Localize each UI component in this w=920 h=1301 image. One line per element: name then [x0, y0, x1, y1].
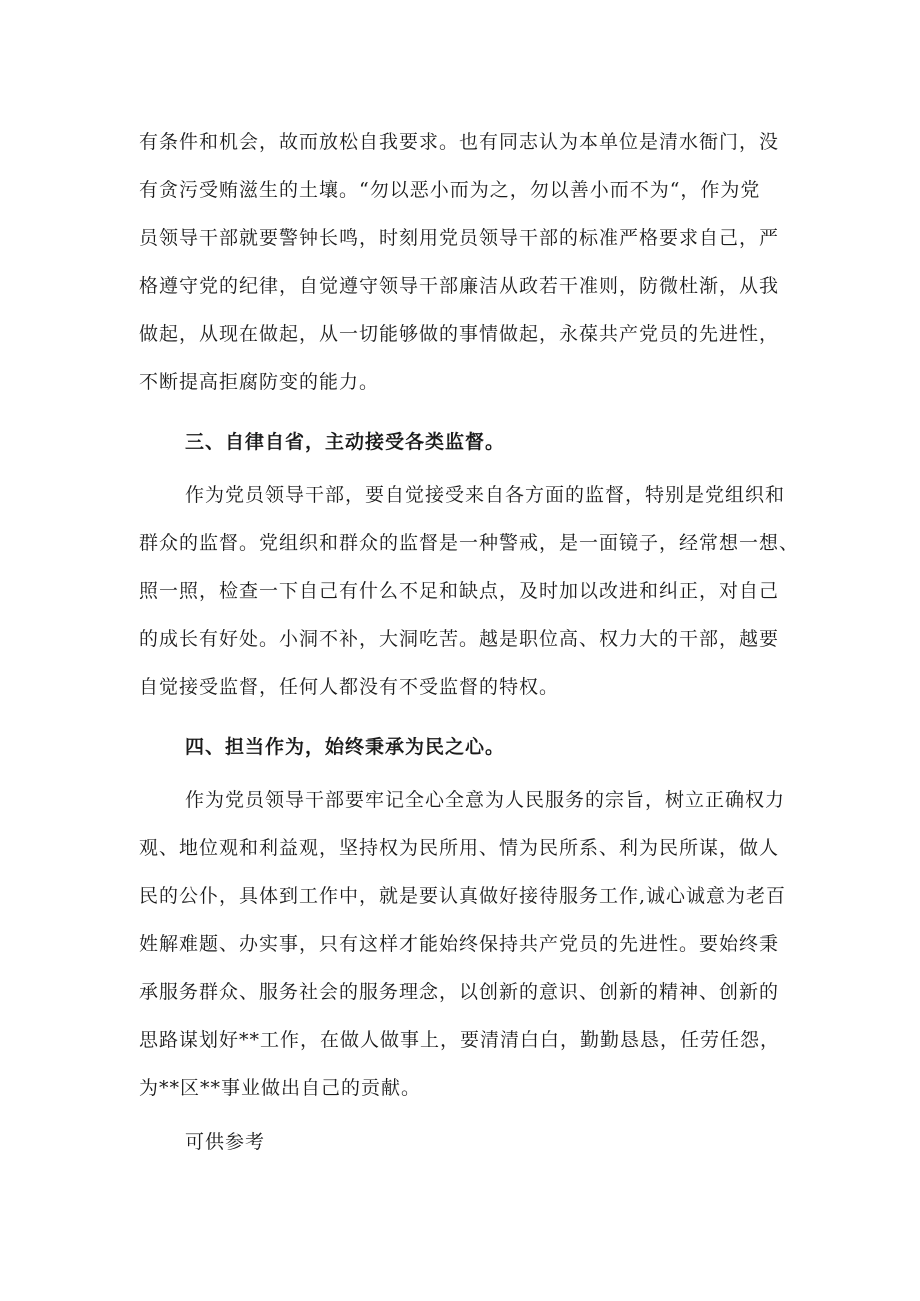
paragraph-line: 的成长有好处。小洞不补，大洞吃苦。越是职位高、权力大的干部，越要: [139, 628, 780, 650]
section-heading-3: 三、自律自省，主动接受各类监督。: [185, 431, 506, 453]
paragraph-line: 自觉接受监督，任何人都没有不受监督的特权。: [139, 676, 560, 698]
paragraph-line: 群众的监督。党组织和群众的监督是一种警戒，是一面镜子，经常想一想、: [139, 532, 800, 554]
paragraph-line: 做起，从现在做起，从一切能够做的事情做起，永葆共产党员的先进性，: [139, 323, 780, 345]
paragraph-line: 作为党员领导干部，要自觉接受来自各方面的监督，特别是党组织和: [185, 484, 786, 506]
paragraph-line: 作为党员领导干部要牢记全心全意为人民服务的宗旨，树立正确权力: [185, 789, 786, 811]
paragraph-line: 格遵守党的纪律，自觉遵守领导干部廉洁从政若干准则，防微杜渐，从我: [139, 275, 780, 297]
paragraph-line: 姓解难题、办实事，只有这样才能始终保持共产党员的先进性。要始终秉: [139, 933, 780, 955]
section-heading-4: 四、担当作为，始终秉承为民之心。: [185, 736, 506, 758]
paragraph-line: 不断提高拒腐防变的能力。: [139, 371, 380, 393]
paragraph-line: 照一照，检查一下自己有什么不足和缺点，及时加以改进和纠正，对自己: [139, 580, 780, 602]
paragraph-line: 员领导干部就要警钟长鸣，时刻用党员领导干部的标准严格要求自己，严: [139, 227, 780, 249]
paragraph-line: 思路谋划好**工作，在做人做事上，要清清白白，勤勤恳恳，任劳任怨，: [139, 1029, 781, 1051]
paragraph-line: 有贪污受贿滋生的土壤。“勿以恶小而为之，勿以善小而不为“，作为党: [139, 179, 761, 201]
paragraph-line: 承服务群众、服务社会的服务理念，以创新的意识、创新的精神、创新的: [139, 981, 780, 1003]
paragraph-line: 为**区**事业做出自己的贡献。: [139, 1077, 422, 1099]
paragraph-line: 观、地位观和利益观，坚持权为民所用、情为民所系、利为民所谋，做人: [139, 837, 780, 859]
paragraph-line: 有条件和机会，故而放松自我要求。也有同志认为本单位是清水衙门，没: [139, 131, 780, 153]
paragraph-line: 民的公仆，具体到工作中，就是要认真做好接待服务工作,诚心诚意为老百: [139, 885, 787, 907]
closing-note: 可供参考: [185, 1131, 266, 1153]
